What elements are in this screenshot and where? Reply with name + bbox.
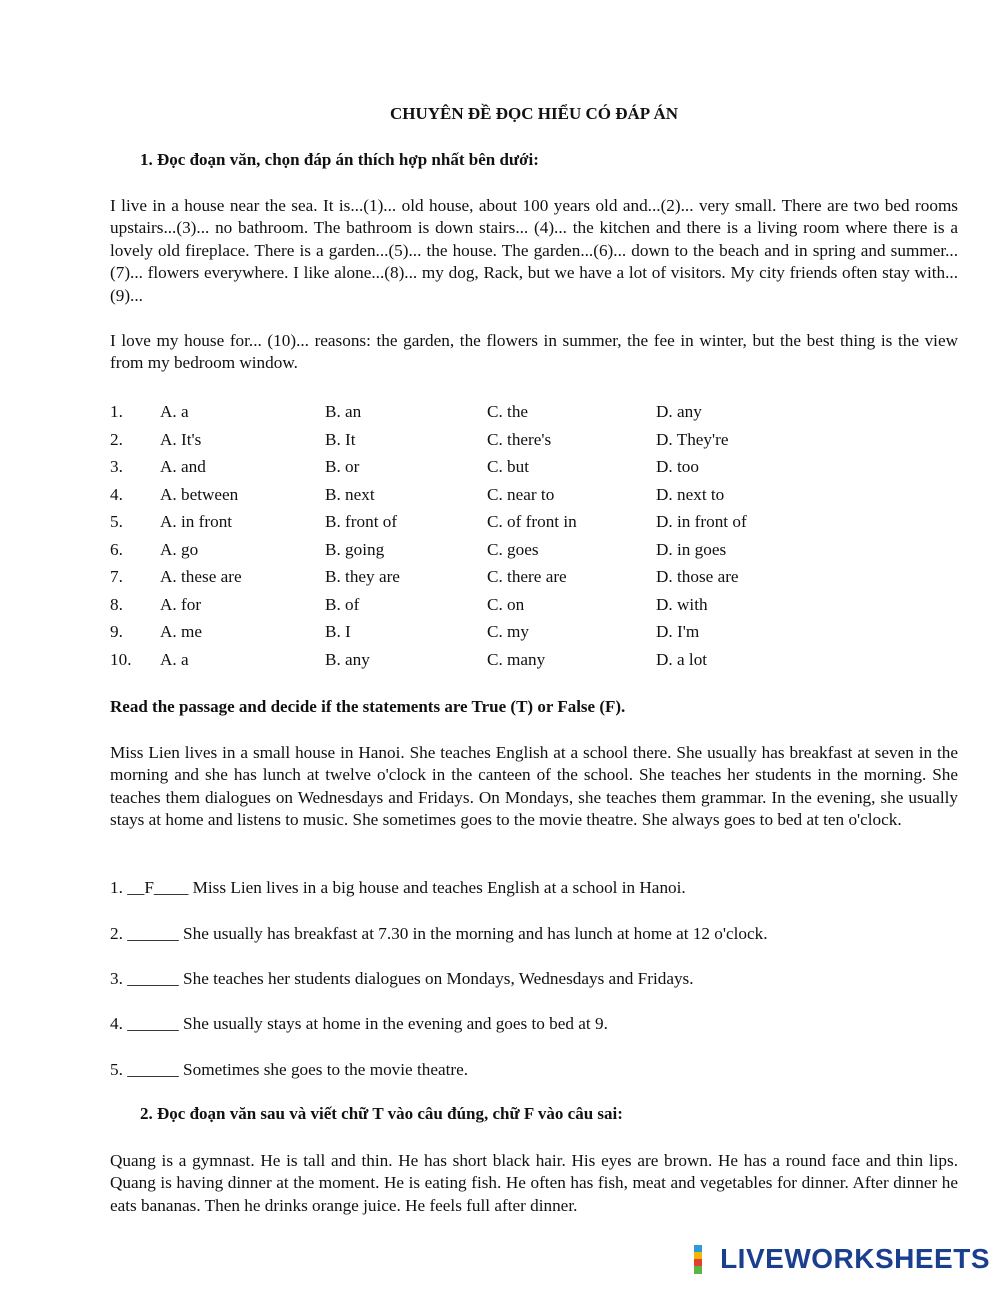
option-d: D. any bbox=[656, 402, 702, 421]
section1-heading: 1. Đọc đoạn văn, chọn đáp án thích hợp nhất bên dưới: bbox=[140, 150, 539, 169]
truefalse-heading: Read the passage and decide if the statements are True (T) or False (F). bbox=[110, 697, 626, 716]
option-d: D. a lot bbox=[656, 649, 708, 669]
question-number: 10. bbox=[110, 649, 132, 669]
option-a: A. go bbox=[160, 539, 199, 559]
truefalse-statement: 2. ______ She usually has breakfast at 7.30 in the morning and has lunch at home at 12 o'clock. bbox=[110, 924, 768, 943]
option-b: B. It bbox=[325, 429, 356, 449]
option-c: C. near to bbox=[487, 484, 555, 504]
option-b: B. next bbox=[325, 484, 375, 504]
option-c: C. but bbox=[487, 457, 530, 476]
section1-paragraph-2: I love my house for... (10)... reasons: the garden, the flowers in summer, the fee in winter, but the best thing is the view from my bedroom window. bbox=[110, 331, 958, 373]
option-c: C. my bbox=[487, 622, 530, 641]
option-c: C. of front in bbox=[487, 512, 577, 531]
option-a: A. me bbox=[160, 622, 203, 641]
question-number: 5. bbox=[110, 512, 123, 531]
question-number: 9. bbox=[110, 622, 123, 641]
option-b: B. any bbox=[325, 649, 370, 669]
option-b: B. of bbox=[325, 594, 360, 614]
truefalse-statement: 5. ______ Sometimes she goes to the movie theatre. bbox=[110, 1060, 469, 1079]
option-d: D. next to bbox=[656, 484, 725, 504]
option-d: D. They're bbox=[656, 429, 729, 449]
section1-paragraph-1: I live in a house near the sea. It is...(1)... old house, about 100 years old and...(2)... very small. There are two bed rooms upstairs...(3)... no bathroom. The bathroom is down stairs... (4)... the kitchen and there is a living room where there is a lovely old fireplace. There is a garden...(5)... the house. The garden...(6)... down to the beach and in spring and summer...(7)... flowers everywhere. I like alone...(8)... my dog, Rack, but we have a lot of visitors. My city friends often stay with...(9)... bbox=[110, 196, 958, 305]
option-b: B. an bbox=[325, 402, 362, 421]
option-a: A. for bbox=[160, 594, 202, 614]
option-a: A. in front bbox=[160, 512, 233, 531]
option-c: C. there's bbox=[487, 429, 552, 449]
truefalse-statement: 3. ______ She teaches her students dialogues on Mondays, Wednesdays and Fridays. bbox=[110, 969, 694, 988]
option-a: A. a bbox=[160, 649, 189, 669]
option-a: A. a bbox=[160, 402, 189, 421]
question-number: 6. bbox=[110, 539, 123, 559]
truefalse-passage: Miss Lien lives in a small house in Hanoi. She teaches English at a school there. She usually has breakfast at seven in the morning and she has lunch at twelve o'clock in the canteen of the school. She teaches her students in the morning. She teaches them dialogues on Wednesdays and Fridays. On Mondays, she teaches them grammar. In the evening, she usually stays at home and listens to music. She sometimes goes to the movie theatre. She always goes to bed at ten o'clock. bbox=[110, 743, 958, 830]
option-b: B. or bbox=[325, 457, 360, 476]
option-d: D. those are bbox=[656, 567, 739, 586]
option-d: D. I'm bbox=[656, 622, 700, 641]
option-c: C. goes bbox=[487, 539, 539, 559]
option-a: A. and bbox=[160, 457, 206, 476]
section2-passage: Quang is a gymnast. He is tall and thin. He has short black hair. His eyes are brown. He has a round face and thin lips. Quang is having dinner at the moment. He is eating fish. He often has fish, meat and vegetables for dinner. After dinner he eats bananas. Then he drinks orange juice. He feels full after dinner. bbox=[110, 1151, 958, 1215]
option-c: C. the bbox=[487, 402, 529, 421]
option-a: A. these are bbox=[160, 567, 242, 586]
logo-blocks-icon bbox=[692, 1245, 716, 1273]
page-title: CHUYÊN ĐỀ ĐỌC HIỂU CÓ ĐÁP ÁN bbox=[389, 104, 679, 123]
question-number: 4. bbox=[110, 484, 123, 504]
logo-text: LIVEWORKSHEETS bbox=[720, 1243, 990, 1274]
option-a: A. It's bbox=[160, 429, 202, 449]
option-b: B. I bbox=[325, 622, 351, 641]
question-number: 7. bbox=[110, 567, 123, 586]
option-c: C. there are bbox=[487, 567, 567, 586]
truefalse-statement: 1. __F____ Miss Lien lives in a big house and teaches English at a school in Hanoi. bbox=[110, 878, 686, 897]
option-d: D. with bbox=[656, 594, 708, 614]
truefalse-statement: 4. ______ She usually stays at home in the evening and goes to bed at 9. bbox=[110, 1014, 608, 1033]
option-b: B. they are bbox=[325, 567, 400, 586]
option-b: B. front of bbox=[325, 512, 398, 531]
option-d: D. in front of bbox=[656, 512, 747, 531]
option-b: B. going bbox=[325, 539, 385, 559]
option-c: C. on bbox=[487, 594, 525, 614]
option-a: A. between bbox=[160, 484, 239, 504]
question-number: 3. bbox=[110, 457, 123, 476]
section2-heading: 2. Đọc đoạn văn sau và viết chữ T vào câu đúng, chữ F vào câu sai: bbox=[140, 1104, 623, 1123]
option-d: D. too bbox=[656, 457, 699, 476]
question-number: 2. bbox=[110, 429, 123, 449]
option-c: C. many bbox=[487, 649, 546, 669]
liveworksheets-logo bbox=[692, 1241, 990, 1277]
option-d: D. in goes bbox=[656, 539, 727, 559]
question-number: 1. bbox=[110, 402, 123, 421]
question-number: 8. bbox=[110, 594, 123, 614]
